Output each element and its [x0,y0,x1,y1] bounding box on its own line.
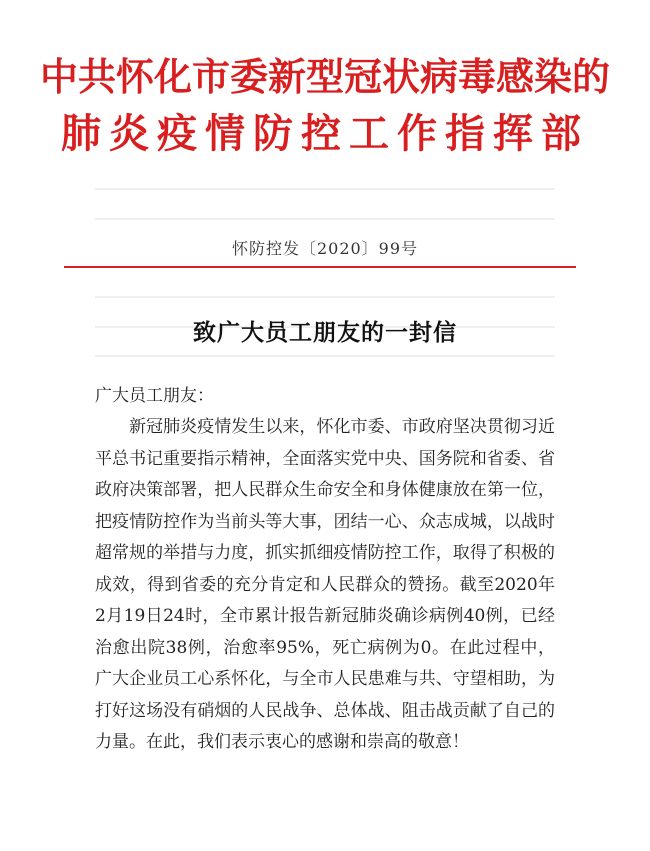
letterhead-line-2: 肺炎疫情防控工作指挥部 [61,110,589,157]
bleed-through-line [95,188,555,190]
document-number: 怀防控发〔2020〕99号 [231,239,419,258]
salutation: 广大员工朋友： [95,386,214,406]
bleed-through-line [95,218,555,220]
body-paragraph: 新冠肺炎疫情发生以来，怀化市委、市政府坚决贯彻习近平总书记重要指示精神，全面落实党中央、国务院和省委、省政府决策部署，把人民群众生命安全和身体健康放在第一位，把疫情防控作为当前头等大事，团结一心、众志成城，以战时超常规的举措与力度，抓实抓细疫情防控工作，取得了积极的成效，得到省委的充分肯定和人民群众的赞扬。截至2020年2月19日24时，全市累计报告新冠肺炎确诊病例40例，已经治愈出院38例，治愈率95%，死亡病例为0。在此过程中，广大企业员工心系怀化，与全市人民患难与共、守望相助，为打好这场没有硝烟的人民战争、总体战、阻击战贡献了自己的力量。在此，我们表示衷心的感谢和崇高的敬意！ [95,417,555,752]
bleed-through-line [95,296,555,298]
letter-title: 致广大员工朋友的一封信 [193,319,457,346]
letterhead-line-1: 中共怀化市委新型冠状病毒感染的 [39,54,610,99]
bleed-through-line [95,355,555,357]
red-divider-line [64,266,576,268]
